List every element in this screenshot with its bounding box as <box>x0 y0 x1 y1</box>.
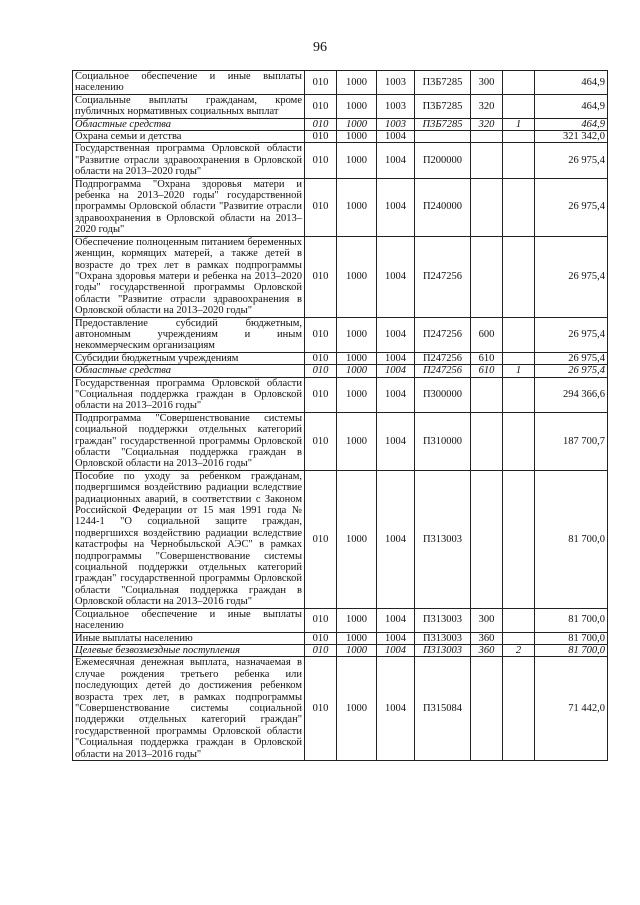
funding-source-code <box>503 657 535 761</box>
expense-type-code: 610 <box>471 365 503 377</box>
funding-source-code <box>503 317 535 352</box>
funding-source-code <box>503 236 535 317</box>
target-article-code: П200000 <box>415 143 471 178</box>
subsection-code: 1004 <box>377 178 415 236</box>
ministry-code: 010 <box>305 632 337 644</box>
section-code: 1000 <box>337 131 377 143</box>
ministry-code: 010 <box>305 657 337 761</box>
amount: 26 975,4 <box>535 236 608 317</box>
expense-type-code <box>471 377 503 412</box>
section-code: 1000 <box>337 365 377 377</box>
funding-source-code <box>503 178 535 236</box>
section-code: 1000 <box>337 94 377 118</box>
row-name: Предоставление субсидий бюджетным, автономным учреждениям и иным некоммерческим организациям <box>73 317 305 352</box>
section-code: 1000 <box>337 352 377 364</box>
section-code: 1000 <box>337 657 377 761</box>
expense-type-code <box>471 470 503 608</box>
target-article-code: П300000 <box>415 377 471 412</box>
table-row <box>73 317 608 352</box>
subsection-code: 1003 <box>377 118 415 130</box>
target-article-code: П313003 <box>415 644 471 656</box>
target-article-code <box>415 131 471 143</box>
amount: 26 975,4 <box>535 178 608 236</box>
section-code: 1000 <box>337 236 377 317</box>
expense-type-code: 300 <box>471 608 503 632</box>
row-name: Ежемесячная денежная выплата, назначаемая в случае рождения третьего ребенка или последующих детей до достижения ребенком возраста трех лет, в рамках подпрограммы "Совершенствование системы социальной поддержки отдельных категорий граждан" государственной программы Орловской области "Социальная поддержка граждан в Орловской области на 2013–2016 годы" <box>73 657 305 761</box>
ministry-code: 010 <box>305 470 337 608</box>
target-article-code: П313003 <box>415 608 471 632</box>
row-name: Обеспечение полноценным питанием беременных женщин, кормящих матерей, а также детей в возрасте до трех лет в рамках подпрограммы "Охрана здоровья матери и ребенка на 2013–2020 годы" государственной программы Орловской области "Развитие отрасли здравоохранения в Орловской области на 2013–2020 годы" <box>73 236 305 317</box>
subsection-code: 1004 <box>377 632 415 644</box>
subsection-code: 1003 <box>377 94 415 118</box>
ministry-code: 010 <box>305 178 337 236</box>
row-name: Социальное обеспечение и иные выплаты населению <box>73 71 305 95</box>
funding-source-code <box>503 352 535 364</box>
funding-source-code <box>503 632 535 644</box>
row-name: Социальное обеспечение и иные выплаты населению <box>73 608 305 632</box>
table-row <box>73 118 608 130</box>
ministry-code: 010 <box>305 118 337 130</box>
expense-type-code <box>471 131 503 143</box>
section-code: 1000 <box>337 143 377 178</box>
subsection-code: 1004 <box>377 412 415 470</box>
subsection-code: 1004 <box>377 143 415 178</box>
expense-type-code: 360 <box>471 644 503 656</box>
amount: 26 975,4 <box>535 352 608 364</box>
funding-source-code <box>503 608 535 632</box>
funding-source-code: 1 <box>503 365 535 377</box>
page-number: 96 <box>313 40 327 55</box>
funding-source-code <box>503 377 535 412</box>
target-article-code: П310000 <box>415 412 471 470</box>
target-article-code: П247256 <box>415 317 471 352</box>
table-row <box>73 644 608 656</box>
funding-source-code: 2 <box>503 644 535 656</box>
ministry-code: 010 <box>305 377 337 412</box>
expense-type-code <box>471 412 503 470</box>
subsection-code: 1004 <box>377 608 415 632</box>
amount: 26 975,4 <box>535 365 608 377</box>
section-code: 1000 <box>337 644 377 656</box>
subsection-code: 1004 <box>377 131 415 143</box>
target-article-code: П240000 <box>415 178 471 236</box>
expense-type-code: 300 <box>471 71 503 95</box>
expense-type-code: 360 <box>471 632 503 644</box>
subsection-code: 1004 <box>377 657 415 761</box>
table-row <box>73 236 608 317</box>
funding-source-code <box>503 143 535 178</box>
expense-type-code: 320 <box>471 94 503 118</box>
expense-type-code: 320 <box>471 118 503 130</box>
table-row <box>73 71 608 95</box>
amount: 294 366,6 <box>535 377 608 412</box>
table-body <box>73 71 608 761</box>
table-row <box>73 178 608 236</box>
row-name: Государственная программа Орловской области "Социальная поддержка граждан в Орловской области на 2013–2016 годы" <box>73 377 305 412</box>
expense-type-code <box>471 657 503 761</box>
subsection-code: 1003 <box>377 71 415 95</box>
subsection-code: 1004 <box>377 352 415 364</box>
table-row <box>73 94 608 118</box>
row-name: Пособие по уходу за ребенком гражданам, подвергшимся воздействию радиации вследствие радиационных аварий, в соответствии с Законом Российской Федерации от 15 мая 1991 года № 1244-1 "О социальной защите граждан, подвергшихся воздействию радиации вследствие катастрофы на Чернобыльской АЭС" в рамках подпрограммы "Совершенствование системы социальной поддержки отдельных категорий граждан" государственной программы Орловской области "Социальная поддержка граждан в Орловской области на 2013–2016 годы" <box>73 470 305 608</box>
amount: 26 975,4 <box>535 143 608 178</box>
subsection-code: 1004 <box>377 317 415 352</box>
table-row <box>73 657 608 761</box>
row-name: Субсидии бюджетным учреждениям <box>73 352 305 364</box>
section-code: 1000 <box>337 632 377 644</box>
ministry-code: 010 <box>305 143 337 178</box>
section-code: 1000 <box>337 470 377 608</box>
amount: 464,9 <box>535 94 608 118</box>
row-name: Областные средства <box>73 365 305 377</box>
row-name: Социальные выплаты гражданам, кроме публичных нормативных социальных выплат <box>73 94 305 118</box>
amount: 81 700,0 <box>535 632 608 644</box>
row-name: Целевые безвозмездные поступления <box>73 644 305 656</box>
section-code: 1000 <box>337 118 377 130</box>
amount: 71 442,0 <box>535 657 608 761</box>
row-name: Подпрограмма "Охрана здоровья матери и ребенка на 2013–2020 годы" государственной программы Орловской области "Развитие отрасли здравоохранения в Орловской области на 2013–2020 годы" <box>73 178 305 236</box>
funding-source-code <box>503 71 535 95</box>
amount: 81 700,0 <box>535 608 608 632</box>
section-code: 1000 <box>337 377 377 412</box>
row-name: Охрана семьи и детства <box>73 131 305 143</box>
ministry-code: 010 <box>305 317 337 352</box>
ministry-code: 010 <box>305 236 337 317</box>
section-code: 1000 <box>337 71 377 95</box>
table-row <box>73 377 608 412</box>
expense-type-code: 600 <box>471 317 503 352</box>
expense-type-code <box>471 143 503 178</box>
target-article-code: П3Б7285 <box>415 94 471 118</box>
target-article-code: П313003 <box>415 470 471 608</box>
funding-source-code <box>503 412 535 470</box>
row-name: Подпрограмма "Совершенствование системы социальной поддержки отдельных категорий граждан" государственной программы Орловской области "Социальная поддержка граждан в Орловской области на 2013–2016 годы" <box>73 412 305 470</box>
target-article-code: П315084 <box>415 657 471 761</box>
amount: 464,9 <box>535 118 608 130</box>
ministry-code: 010 <box>305 412 337 470</box>
table-row <box>73 412 608 470</box>
target-article-code: П247256 <box>415 365 471 377</box>
amount: 321 342,0 <box>535 131 608 143</box>
funding-source-code: 1 <box>503 118 535 130</box>
row-name: Областные средства <box>73 118 305 130</box>
amount: 81 700,0 <box>535 470 608 608</box>
table-row <box>73 352 608 364</box>
table-row <box>73 131 608 143</box>
amount: 187 700,7 <box>535 412 608 470</box>
expense-type-code <box>471 236 503 317</box>
target-article-code: П3Б7285 <box>415 118 471 130</box>
table-row <box>73 143 608 178</box>
table-row <box>73 608 608 632</box>
amount: 81 700,0 <box>535 644 608 656</box>
target-article-code: П247256 <box>415 352 471 364</box>
ministry-code: 010 <box>305 352 337 364</box>
funding-source-code <box>503 131 535 143</box>
funding-source-code <box>503 470 535 608</box>
funding-source-code <box>503 94 535 118</box>
table-row <box>73 470 608 608</box>
section-code: 1000 <box>337 608 377 632</box>
ministry-code: 010 <box>305 94 337 118</box>
expense-type-code: 610 <box>471 352 503 364</box>
target-article-code: П313003 <box>415 632 471 644</box>
target-article-code: П3Б7285 <box>415 71 471 95</box>
row-name: Государственная программа Орловской области "Развитие отрасли здравоохранения в Орловской области на 2013–2020 годы" <box>73 143 305 178</box>
subsection-code: 1004 <box>377 365 415 377</box>
ministry-code: 010 <box>305 71 337 95</box>
budget-table <box>72 70 608 761</box>
table-row <box>73 365 608 377</box>
row-name: Иные выплаты населению <box>73 632 305 644</box>
subsection-code: 1004 <box>377 236 415 317</box>
amount: 26 975,4 <box>535 317 608 352</box>
section-code: 1000 <box>337 412 377 470</box>
amount: 464,9 <box>535 71 608 95</box>
subsection-code: 1004 <box>377 377 415 412</box>
ministry-code: 010 <box>305 608 337 632</box>
ministry-code: 010 <box>305 365 337 377</box>
ministry-code: 010 <box>305 644 337 656</box>
expense-type-code <box>471 178 503 236</box>
section-code: 1000 <box>337 317 377 352</box>
target-article-code: П247256 <box>415 236 471 317</box>
subsection-code: 1004 <box>377 470 415 608</box>
section-code: 1000 <box>337 178 377 236</box>
subsection-code: 1004 <box>377 644 415 656</box>
ministry-code: 010 <box>305 131 337 143</box>
table-row <box>73 632 608 644</box>
